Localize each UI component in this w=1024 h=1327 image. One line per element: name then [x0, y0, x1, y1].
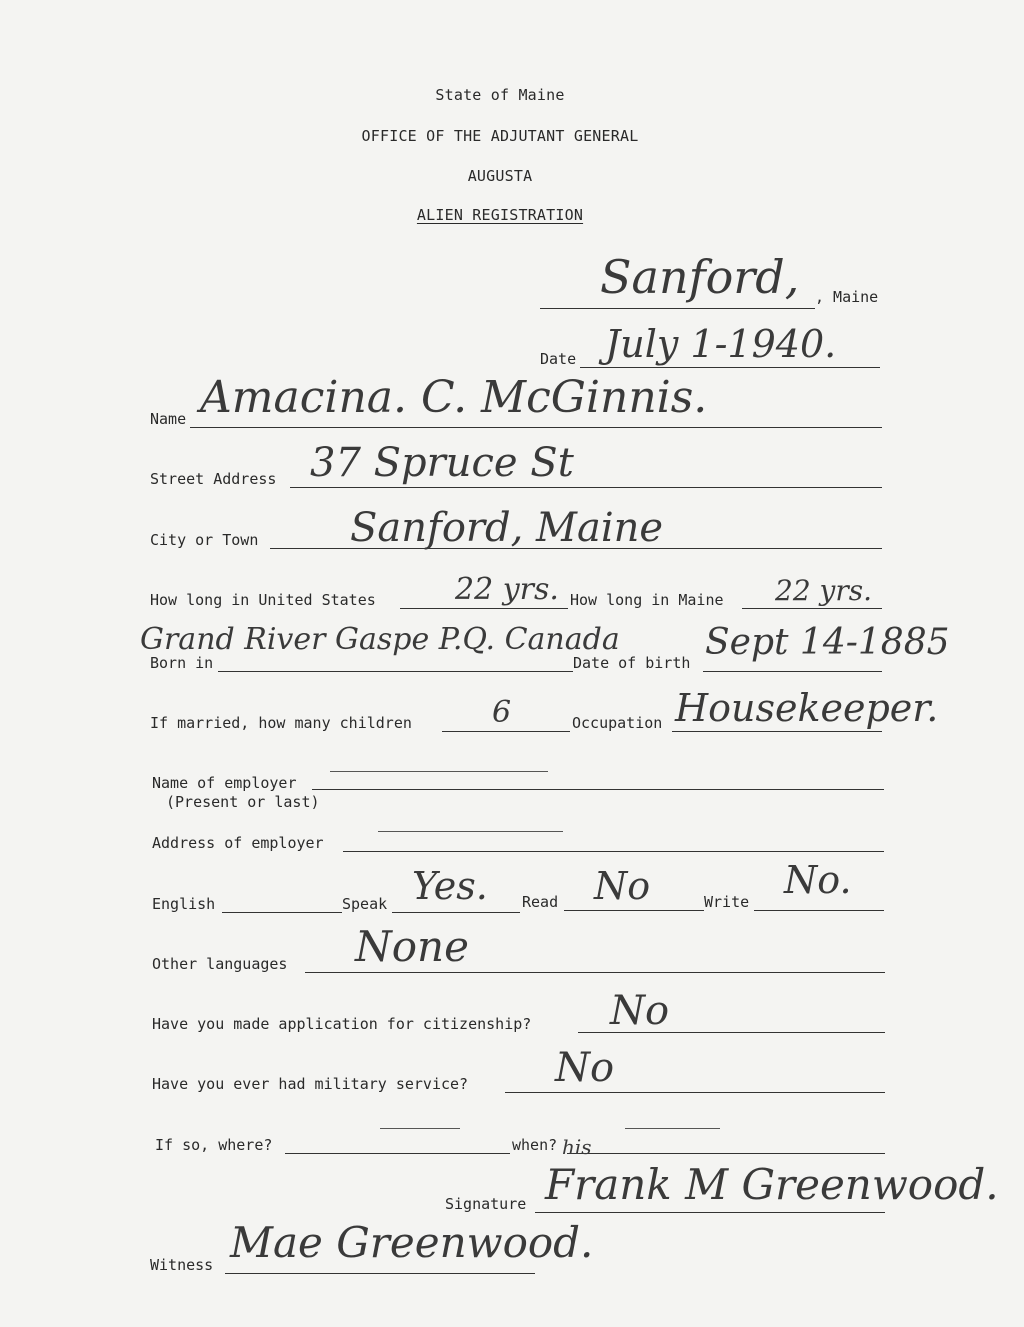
maine-label: , Maine [815, 288, 879, 306]
employer-name-line [312, 789, 884, 790]
witness-line [225, 1273, 535, 1274]
signature-line [535, 1212, 885, 1213]
when-line [567, 1153, 885, 1154]
date-of-birth-entry: Sept 14-1885 [705, 622, 950, 663]
military-entry: No [555, 1045, 615, 1091]
write-line [754, 910, 884, 911]
occupation-label: Occupation [572, 714, 663, 732]
years-maine-line [742, 608, 882, 609]
read-entry: No [594, 864, 651, 908]
employer-name-dash [330, 771, 548, 772]
if-so-where-dash [380, 1128, 460, 1129]
place-entry: Sanford, [600, 250, 800, 304]
born-in-line [218, 671, 573, 672]
employer-name-label: Name of employer [152, 774, 297, 792]
form-title: ALIEN REGISTRATION [416, 206, 584, 224]
city-town-label: City or Town [150, 531, 259, 549]
when-label: when? [512, 1136, 558, 1154]
write-label: Write [704, 893, 750, 911]
years-us-line [400, 608, 568, 609]
employer-address-line [343, 851, 884, 852]
signature-label: Signature [445, 1195, 527, 1213]
office-heading: OFFICE OF THE ADJUTANT GENERAL [361, 127, 639, 145]
state-heading: State of Maine [435, 86, 565, 104]
citizenship-entry: No [610, 988, 670, 1034]
born-in-label: Born in [150, 654, 214, 672]
other-languages-entry: None [355, 922, 469, 971]
children-label: If married, how many children [150, 714, 412, 732]
if-so-where-label: If so, where? [155, 1136, 273, 1154]
date-entry: July 1-1940. [605, 322, 837, 366]
employer-address-dash [378, 831, 563, 832]
date-of-birth-line [703, 671, 882, 672]
city-heading: AUGUSTA [467, 167, 533, 185]
english-line [222, 912, 342, 913]
employer-note: (Present or last) [166, 793, 320, 811]
years-us-label: How long in United States [150, 591, 376, 609]
other-languages-label: Other languages [152, 955, 288, 973]
signature-entry: Frank M Greenwood. [545, 1160, 999, 1209]
speak-label: Speak [342, 895, 388, 913]
read-line [564, 910, 704, 911]
date-label: Date [540, 350, 577, 368]
name-line [190, 427, 882, 428]
street-line [290, 487, 882, 488]
speak-line [392, 912, 520, 913]
street-entry: 37 Spruce St [310, 440, 574, 486]
write-entry: No. [784, 858, 852, 902]
military-line [505, 1092, 885, 1093]
citizenship-label: Have you made application for citizenship? [152, 1015, 532, 1033]
military-label: Have you ever had military service? [152, 1075, 469, 1093]
date-of-birth-label: Date of birth [573, 654, 691, 672]
born-in-entry: Grand River Gaspe P.Q. Canada [140, 622, 620, 657]
when-dash [625, 1128, 720, 1129]
read-label: Read [522, 893, 559, 911]
signature-note: his [562, 1135, 592, 1159]
date-line [580, 367, 880, 368]
years-maine-label: How long in Maine [570, 591, 724, 609]
years-us-entry: 22 yrs. [455, 572, 559, 607]
years-maine-entry: 22 yrs. [775, 574, 873, 607]
name-label: Name [150, 410, 187, 428]
other-languages-line [305, 972, 885, 973]
english-label: English [152, 895, 216, 913]
if-so-where-line [285, 1153, 510, 1154]
name-entry: Amacina. C. McGinnis. [200, 372, 708, 423]
witness-entry: Mae Greenwood. [230, 1218, 594, 1267]
occupation-entry: Housekeeper. [675, 686, 939, 730]
place-line [540, 308, 815, 309]
employer-address-label: Address of employer [152, 834, 324, 852]
children-line [442, 731, 570, 732]
witness-label: Witness [150, 1256, 214, 1274]
occupation-line [672, 731, 882, 732]
speak-entry: Yes. [412, 864, 488, 908]
city-town-entry: Sanford, Maine [350, 505, 664, 551]
children-entry: 6 [492, 695, 512, 730]
street-label: Street Address [150, 470, 277, 488]
